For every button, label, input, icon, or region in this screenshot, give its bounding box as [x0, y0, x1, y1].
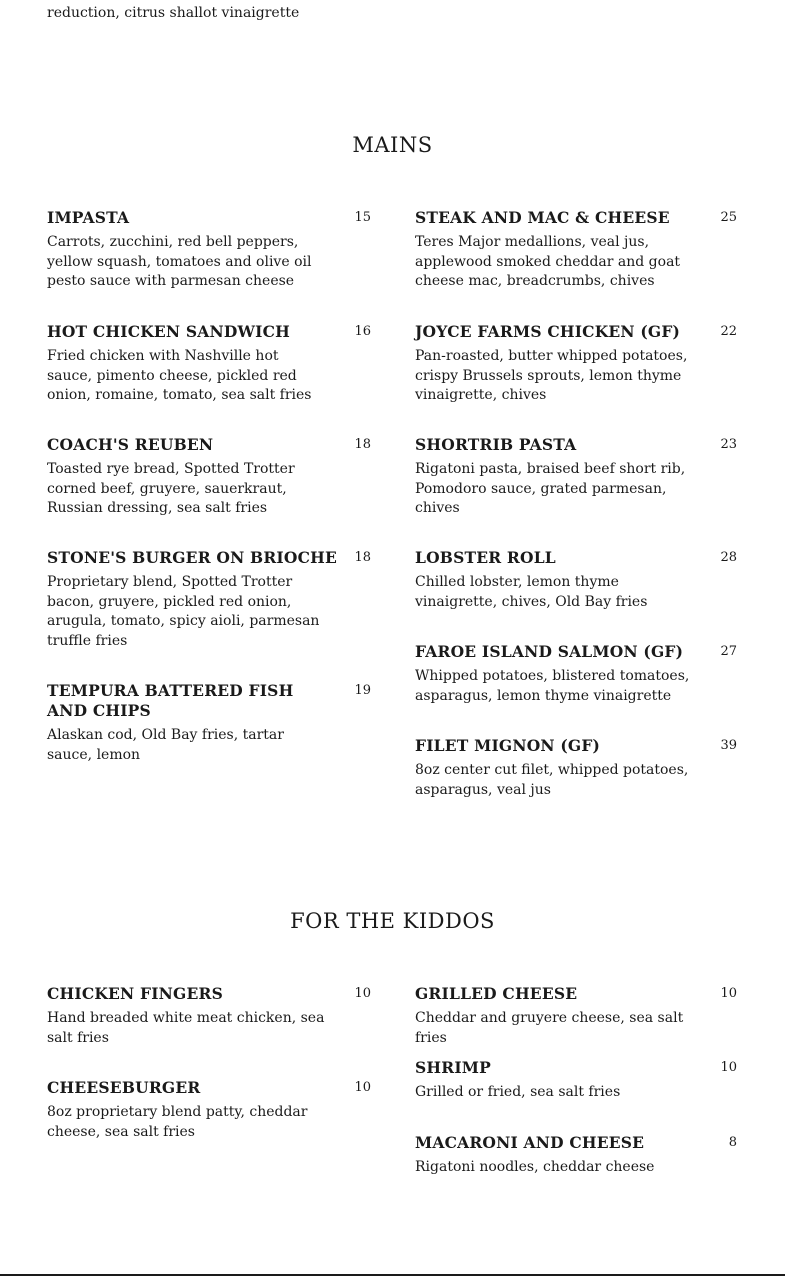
- item-price: 18: [354, 437, 371, 452]
- item-price: 15: [354, 210, 371, 225]
- menu-item: [415, 736, 737, 800]
- item-name: FAROE ISLAND SALMON (GF): [415, 642, 684, 661]
- menu-item: [415, 208, 737, 292]
- item-name: LOBSTER ROLL: [415, 548, 556, 567]
- item-description: Chilled lobster, lemon thyme vinaigrette, chives, Old Bay fries: [415, 574, 648, 610]
- item-description: Hand breaded white meat chicken, sea salt fries: [47, 1010, 325, 1046]
- item-price: 10: [720, 1060, 737, 1075]
- item-price: 19: [354, 683, 371, 698]
- item-description: Whipped potatoes, blistered tomatoes, asparagus, lemon thyme vinaigrette: [415, 668, 690, 704]
- item-name: MACARONI AND CHEESE: [415, 1133, 645, 1152]
- menu-item: [47, 984, 371, 1048]
- menu-item: [415, 1133, 737, 1178]
- section-title-mains: MAINS: [352, 133, 433, 157]
- item-price: 10: [354, 1080, 371, 1095]
- menu-item: [47, 435, 371, 519]
- item-name: STEAK AND MAC & CHEESE: [415, 208, 670, 227]
- item-description: Teres Major medallions, veal jus, applewood smoked cheddar and goat cheese mac, breadcrumbs, chives: [415, 234, 681, 289]
- item-description: Grilled or fried, sea salt fries: [415, 1084, 621, 1100]
- item-description: Cheddar and gruyere cheese, sea salt fries: [415, 1010, 684, 1046]
- item-description: Toasted rye bread, Spotted Trotter corned beef, gruyere, sauerkraut, Russian dressing, sea salt fries: [47, 461, 295, 516]
- menu-item: [47, 681, 371, 765]
- previous-item-description: reduction, citrus shallot vinaigrette: [47, 5, 300, 21]
- item-description: 8oz center cut filet, whipped potatoes, asparagus, veal jus: [415, 762, 689, 798]
- item-price: 18: [354, 550, 371, 565]
- item-name: HOT CHICKEN SANDWICH: [47, 322, 290, 341]
- bottom-divider: [0, 1274, 785, 1276]
- item-name: SHRIMP: [415, 1058, 491, 1077]
- item-price: 28: [720, 550, 737, 565]
- item-description: Rigatoni pasta, braised beef short rib, Pomodoro sauce, grated parmesan, chives: [415, 461, 686, 516]
- menu-item: [47, 208, 371, 292]
- menu-item: [415, 642, 737, 706]
- item-price: 16: [354, 324, 371, 339]
- item-price: 39: [720, 738, 737, 753]
- menu-item: [415, 984, 737, 1048]
- item-name: JOYCE FARMS CHICKEN (GF): [415, 322, 681, 341]
- item-name: SHORTRIB PASTA: [415, 435, 577, 454]
- item-price: 22: [720, 324, 737, 339]
- item-description: Rigatoni noodles, cheddar cheese: [415, 1159, 655, 1175]
- item-price: 10: [354, 986, 371, 1001]
- item-price: 10: [720, 986, 737, 1001]
- menu-item: [415, 1058, 737, 1103]
- menu-item: [47, 1078, 371, 1142]
- item-name: TEMPURA BATTERED FISH AND CHIPS: [47, 681, 294, 720]
- item-name: FILET MIGNON (GF): [415, 736, 601, 755]
- item-name: COACH'S REUBEN: [47, 435, 214, 454]
- item-description: Carrots, zucchini, red bell peppers, yellow squash, tomatoes and olive oil pesto sauce with parmesan cheese: [47, 234, 312, 289]
- item-description: Pan-roasted, butter whipped potatoes, crispy Brussels sprouts, lemon thyme vinaigrette, chives: [415, 348, 688, 403]
- item-price: 25: [720, 210, 737, 225]
- item-name: GRILLED CHEESE: [415, 984, 578, 1003]
- menu-item: [415, 322, 737, 406]
- item-name: CHICKEN FINGERS: [47, 984, 223, 1003]
- item-description: Fried chicken with Nashville hot sauce, pimento cheese, pickled red onion, romaine, tomato, sea salt fries: [47, 348, 312, 403]
- menu-item: [47, 322, 371, 406]
- menu-item: [415, 548, 737, 612]
- item-price: 8: [728, 1135, 737, 1150]
- menu-item: [47, 548, 371, 651]
- section-title-kiddos: FOR THE KIDDOS: [290, 909, 495, 933]
- item-price: 23: [720, 437, 737, 452]
- menu-item: [415, 435, 737, 519]
- item-description: Proprietary blend, Spotted Trotter bacon, gruyere, pickled red onion, arugula, tomato, spicy aioli, parmesan truffle fries: [47, 574, 320, 649]
- item-description: Alaskan cod, Old Bay fries, tartar sauce, lemon: [47, 727, 284, 763]
- item-description: 8oz proprietary blend patty, cheddar cheese, sea salt fries: [47, 1104, 308, 1140]
- item-price: 27: [720, 644, 737, 659]
- item-name: STONE'S BURGER ON BRIOCHE: [47, 548, 337, 567]
- item-name: IMPASTA: [47, 208, 130, 227]
- item-name: CHEESEBURGER: [47, 1078, 201, 1097]
